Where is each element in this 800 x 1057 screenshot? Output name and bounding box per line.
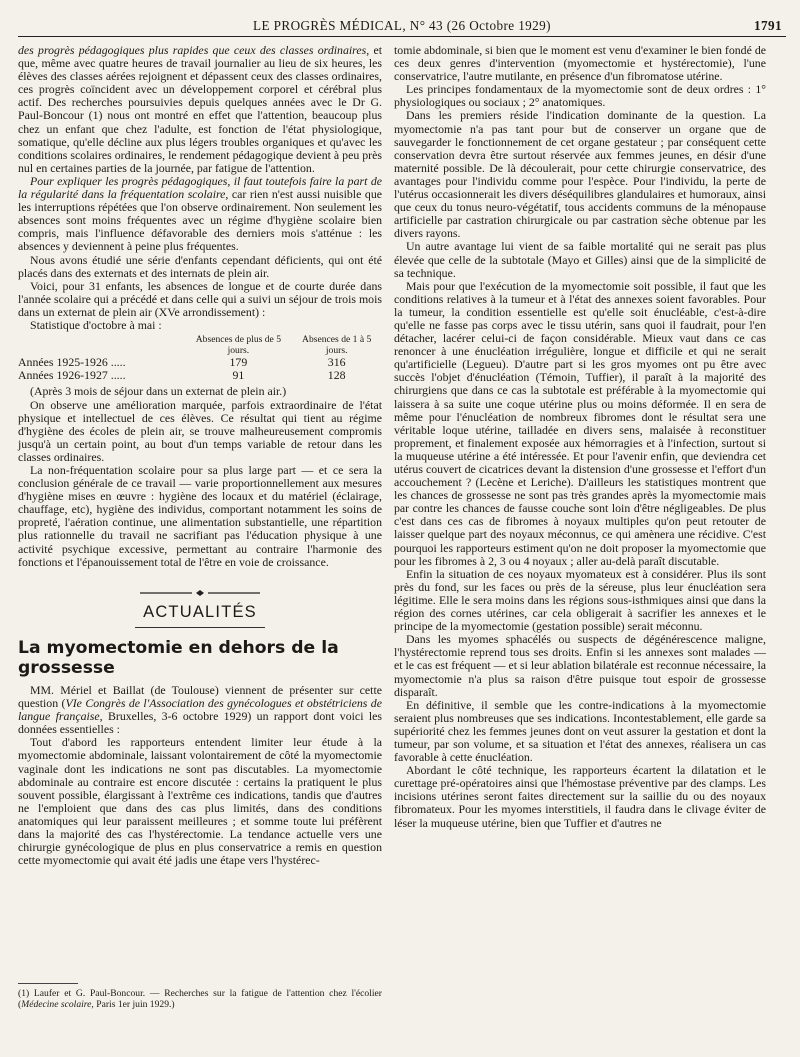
- paragraph: Enfin la situation de ces noyaux myomateux est à considérer. Plus ils sont près du fond, sur les faces ou près de la séreuse, plus leur énucléation sera légitime. Elle le sera moins dans les régions sous-isthmiques ainsi que dans la région des cornes utérines, car cela obligerait à sacrifier les annexes et le principe de la myomectomie (gestation possible) serait méconnu.: [394, 566, 766, 634]
- table-cell: 316: [327, 355, 346, 370]
- ornament-divider: [140, 587, 260, 600]
- paragraph: Dans les premiers réside l'indication dominante de la question. La myomectomie n'a pas tant pour but de conserver un organe que de sauvegarder le fonctionnement de cet organe gestateur ; par conséquent cette conservation devra être surtout réservée aux femmes jeunes, en désir d'une maternité possible. De là découlerait, pour cette chirurgie conservatrice, des avantages pour l'individu comme pour l'espèce. Pour l'individu, la perte de l'utérus occasionnerait les divers déséquilibres glandulaires et humoraux, ainsi que ceux du tonus neuro-végétatif, tous accidents communs de la ménopause artificielle par castration chirurgicale ou par castration sèche obtenue par les divers rayons.: [394, 108, 766, 241]
- italic-span: Pour expliquer les progrès pédagogiques, il faut toutefois faire la part de la régularité dans la fréquentation scolaire,: [18, 173, 382, 202]
- stats-intro: Statistique d'octobre à mai :: [30, 317, 162, 332]
- paragraph: Tout d'abord les rapporteurs entendent limiter leur étude à la myomectomie abdominale, laissant volontairement de côté la myomectomie vaginale dont les indications ne sont pas discutables. La myomectomie abdominale au contraire est encore discutée : certains la pratiquent le plus souvent possible, élargissant à l'extrême ces indications, tandis que d'autres ne l'emploient que dans des cas plus limités, dans des conditions anatomiques qui leur paraissent meilleures ; et somme toute lui préfèrent dans la majorité des cas l'hystérectomie. La tendance actuelle vers une chirurgie gynécologique de plus en plus conservatrice a remis en question cette myomectomie qui avait été jadis une étape vers l'hystérec-: [18, 735, 382, 868]
- page-number: 1791: [754, 18, 782, 33]
- paragraph: La non-fréquentation scolaire pour sa plus large part — et ce sera la conclusion générale de ce travail — varie proportionnellement aux mesures d'hygiène mises en œuvre : hygiène des locaux et du matériel (éclairage, chauffage, etc), hygiène des individus, comportant notamment les soins de propreté, l'aération continue, une alimentation substantielle, une répartition plus rationnelle du travail ne sacrifiant pas l'éducation physique à une activité psychique excessive, permettant au contraire l'harmonie des fonctions et l'épanouissement total de l'être en voie de croissance.: [18, 463, 382, 569]
- text-span: Paris 1er juin 1929.): [96, 999, 175, 1010]
- paragraph: Un autre avantage lui vient de sa faible mortalité qui ne serait pas plus élevée que celle de la subtotale (Mayo et Gilles) ainsi que de la simplicité de sa technique.: [394, 239, 766, 280]
- paragraph: Mais pour que l'exécution de la myomectomie soit possible, il faut que les conditions relatives à la tumeur et à l'état des annexes soient favorables. Pour la tumeur, la condition essentielle est qu'elle soit énucléable, c'est-à-dire qu'elle ne fasse pas corps avec le tissu utérin, sans quoi il faudrait, pour l'en détacher, lacérer celui-ci de façon considérable. Mieux vaut dans ce cas renoncer à une énucléation irrégulière, longue et difficile et qui ne serait qu'artificielle (Legueu). D'autre part si les gros myomes ont pu être avec succès l'objet d'énucléation (Témoin, Tuffier), il paraît à la majorité des chirurgiens que dans ce cas la subtotale est préférable à la myomectomie qui laissera à sa suite une coque utérine plus ou moins déformée. Il en sera de même pour l'énucléation de nombreux fibromes dont le résultat sera une véritable loque utérine, tailladée en divers sens, malaisée à reconstituer proprement, et finalement exposée aux hémorragies et à l'infection, surtout si la muqueuse utérine a été intéressée. Et pour l'avenir enfin, que deviendra cet utérus couvert de cicatrices devant la distension d'une grossesse et l'effort d'un accouchement ? (Lecène et Leriche). D'ailleurs les statistiques montrent que les chances de grossesse ne sont pas très grandes après la myomectomie mais par contre les chances de fausse couche sont loin d'être négligeables. De plus c'est dans ces cas de fibromes à noyaux multiples qu'on peut retouter de laisser quelque part des noyaux méconnus, ce qui amènera une récidive. C'est pourquoi les rapporteurs estiment qu'on ne doit proposer la myomectomie que pour les fibromes à 2, 3 ou 4 noyaux ; aller au-delà paraît discutable.: [394, 278, 766, 568]
- text-span: (1) Laufer et G. Paul-Boncour. — Recherches sur la fatigue de l'attention chez l'écolier (: [18, 988, 382, 1010]
- absence-stats-table: [18, 335, 382, 382]
- column-header: Absences de plus de 5 jours.: [195, 334, 282, 356]
- footnote-rule: [18, 983, 78, 984]
- footnote: [18, 988, 382, 1010]
- paragraph: Voici, pour 31 enfants, les absences de longue et de courte durée dans l'année scolaire qui a précédé et dans celle qui a suivi un séjour de trois mois dans un externat de plein air (XVe arrondissement) :: [18, 278, 382, 319]
- paragraph: [18, 44, 382, 175]
- text-span: et que, même avec quatre heures de travail journalier au lieu de six heures, les élèves des classes aérées rejoignent et dépassent ceux des classes ordinaires, ces progrès coïncident avec un développement corporel et cérébral plus actif. Des recherches poursuivies depuis quelques années avec le Dr G. Paul-Boncour (1) nous ont montré en effet que l'attention, beaucoup plus chez un enfant que chez l'adulte, est fonction de l'état physiologique, somatique, qu'elle décline aux plus légers troubles organiques et qu'avec les conditions scolaires ordinaires, le rendement pédagogique devient à peu près nul en certaines parties de la journée, par fatigue de l'attention.: [18, 43, 382, 175]
- ornament-divider-icon: [140, 589, 260, 597]
- column-header: Absences de 1 à 5 jours.: [302, 334, 372, 356]
- right-column: [394, 44, 766, 830]
- running-header: [18, 10, 786, 37]
- italic-span: Médecine scolaire,: [21, 999, 94, 1010]
- italic-span: VIe Congrès de l'Association des gynécologues et obstétriciens de langue française,: [18, 696, 382, 724]
- left-column: [18, 44, 382, 867]
- table-cell: 91: [232, 368, 245, 383]
- text-span: car rien n'est aussi nuisible que les interruptions répétées que l'on observe ordinairement. Non seulement les absences sont moins fréquentes avec un régime d'hygiène scolaire bien compris, mais l'influence défavorable des derniers mois s'atténue : les absences y deviennent à peine plus fréquentes.: [18, 187, 382, 254]
- row-label: Années 1925-1926 .....: [18, 355, 126, 370]
- table-cell: 128: [327, 368, 346, 383]
- stats-note: (Après 3 mois de séjour dans un externat de plein air.): [30, 384, 287, 399]
- italic-span: des progrès pédagogiques plus rapides que ceux des classes ordinaires,: [18, 43, 370, 57]
- paragraph: Dans les myomes sphacélés ou suspects de dégénérescence maligne, l'hystérectomie reprend tous ses droits. Enfin si les annexes sont malades — et le cas est fréquent — et si leur ablation bilatérale est reconnue nécessaire, la myomectomie n'a plus sa raison d'être puisque tout espoir de grossesse disparaît.: [394, 632, 766, 699]
- section-heading: ACTUALITÉS: [143, 602, 257, 621]
- paragraph: En définitive, il semble que les contre-indications à la myomectomie seraient plus nombreuses que ses indications. Incontestablement, elle garde sa supériorité chez les femmes jeunes dont on veut assurer la gestation et dont la tumeur, par son volume, et sa situation et l'état des annexes, réalisera un cas favorable à cette énucléation.: [394, 697, 766, 765]
- paragraph: [18, 684, 382, 736]
- article-title: La myomectomie en dehors de la grossesse: [18, 637, 339, 678]
- paragraph: tomie abdominale, si bien que le moment est venu d'examiner le bien fondé de ces deux genres d'intervention (myomectomie et hystérectomie), l'une conservatrice, l'autre mutilante, en présence d'un fibromatose utérine.: [394, 43, 766, 84]
- journal-title: LE PROGRÈS MÉDICAL, N° 43 (26 Octobre 1929): [253, 18, 551, 33]
- paragraph: [18, 175, 382, 254]
- paragraph: Nous avons étudié une série d'enfants cependant déficients, qui ont été placés dans des externats et des internats de plein air.: [18, 252, 382, 280]
- paragraph: On observe une amélioration marquée, parfois extraordinaire de l'état physique et intellectuel de ces élèves. Ce résultat qui tient au régime d'hygiène des écoles de plein air, se trouve malheureusement compromis jusqu'à un certain point, au bout d'un temps variable de retour dans les classes ordinaires.: [18, 397, 382, 464]
- text-span: Bruxelles, 3-6 octobre 1929) un rapport dont voici les données essentielles :: [18, 709, 382, 737]
- row-label: Années 1926-1927 .....: [18, 368, 126, 383]
- section-rule: [135, 627, 265, 628]
- table-cell: 179: [229, 355, 248, 370]
- text-span: MM. Mériel et Baillat (de Toulouse) viennent de présenter sur cette question (: [18, 682, 382, 711]
- paragraph: Abordant le côté technique, les rapporteurs écartent la dilatation et le curettage pré-opératoires ainsi que l'hémostase préventive par des clamps. Les incisions utérines seront faites directement sur la saillie du ou des noyaux fibromateux. Pour les myomes interstitiels, il faudra dans le clivage éviter de léser la muqueuse utérine, bien que Tuffier et d'autres ne: [394, 763, 766, 830]
- paragraph: Les principes fondamentaux de la myomectomie sont de deux ordres : 1° physiologiques ou sociaux ; 2° anatomiques.: [394, 82, 766, 110]
- table-row: [18, 369, 382, 382]
